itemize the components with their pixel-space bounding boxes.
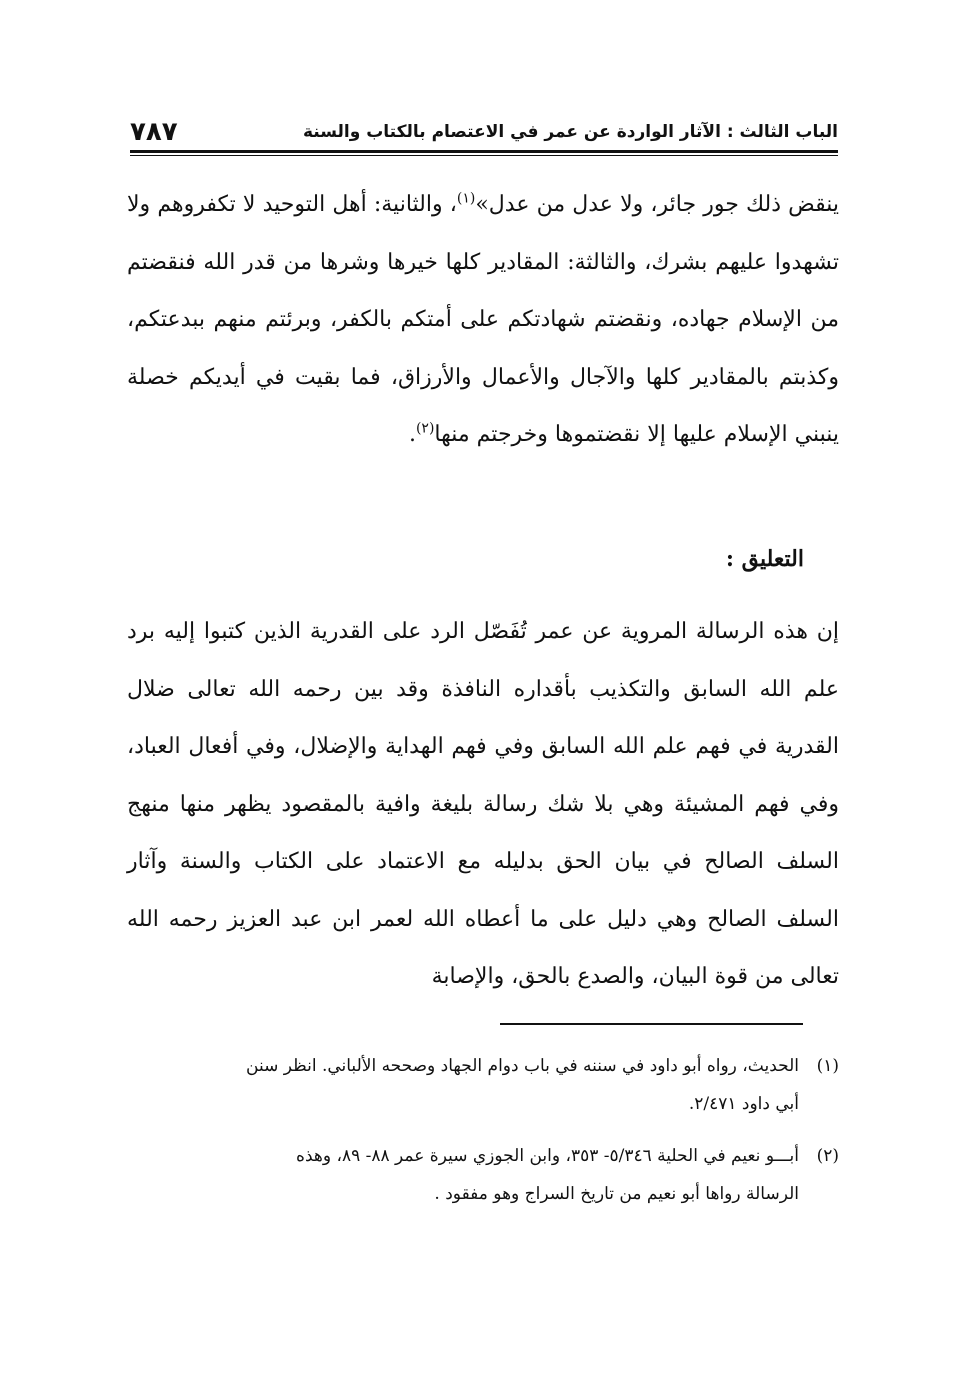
footnote-number: (٢) <box>816 1146 839 1166</box>
running-title: الباب الثالث : الآثار الواردة عن عمر في الاعتصام بالكتاب والسنة <box>302 122 838 142</box>
footnote-reference: (١) <box>456 190 476 207</box>
paragraph-commentary: إن هذه الرسالة المروية عن عمر تُفَصّل الرد على القدرية الذين كتبوا إليه برد علم الله السابق والتكذيب بأقداره النافذة وقد بين رحمه الله تعالى ضلال القدرية في فهم علم الله السابق وفي فهم الهداية والإضلال، وفي أفعال العباد، وفي فهم المشيئة وهي بلا شك رسالة بليغة وافية بالمقصود يظهر منها منهج السلف الصالح في بيان الحق بدليله مع الاعتماد على الكتاب والسنة وآثار السلف الصالح وهي دليل على ما أعطاه الله لعمر ابن عبد العزيز رحمه الله تعالى من قوة البيان، والصدع بالحق، والإصابة <box>127 619 839 989</box>
paragraph-text: . <box>408 422 416 447</box>
footnote-line <box>127 1047 839 1085</box>
section-heading: التعليق : <box>725 546 804 572</box>
page-number: ٧٨٧ <box>130 117 178 147</box>
footnote-1 <box>127 1047 839 1123</box>
footnote-number: (١) <box>816 1056 839 1076</box>
footnote-text: الحديث، رواه أبو داود في سننه في باب دوام الجهاد وصححه الألباني. انظر سنن <box>246 1056 799 1076</box>
footnote-text: أبي داود ٢/٤٧١. <box>688 1094 799 1114</box>
footnote-reference: (٢) <box>415 420 435 437</box>
paragraph-text: ينقض ذلك جور جائر، ولا عدل من عدل» <box>475 192 839 217</box>
footnote-2 <box>127 1137 839 1213</box>
header-rule <box>130 150 838 156</box>
footnote-separator <box>500 1023 803 1025</box>
footnote-text: أبـــو نعيم في الحلية ٥/٣٤٦- ٣٥٣، وابن الجوزي سيرة عمر ٨٨- ٨٩، وهذه <box>296 1146 799 1166</box>
footnote-text: الرسالة رواها أبو نعيم من تاريخ السراج وهو مفقود . <box>434 1184 799 1204</box>
page-header <box>130 112 838 152</box>
footnote-line <box>127 1137 839 1175</box>
paragraph-quote-end <box>127 176 839 464</box>
paragraph-text: ، والثانية: أهل التوحيد لا تكفروهم ولا تشهدوا عليهم بشرك، والثالثة: المقادير كلها خيرها وشرها من قدر الله فنقضتم من الإسلام جهاده، ونقضتم شهادتكم على أمتكم بالكفر، وبرئتم منهم ببدعتكم، وكذبتم بالمقادير كلها والآجال والأعمال والأرزاق، فما بقيت في أيديكم خصلة ينبني الإسلام عليها إلا نقضتموها وخرجتم منها <box>127 192 839 447</box>
